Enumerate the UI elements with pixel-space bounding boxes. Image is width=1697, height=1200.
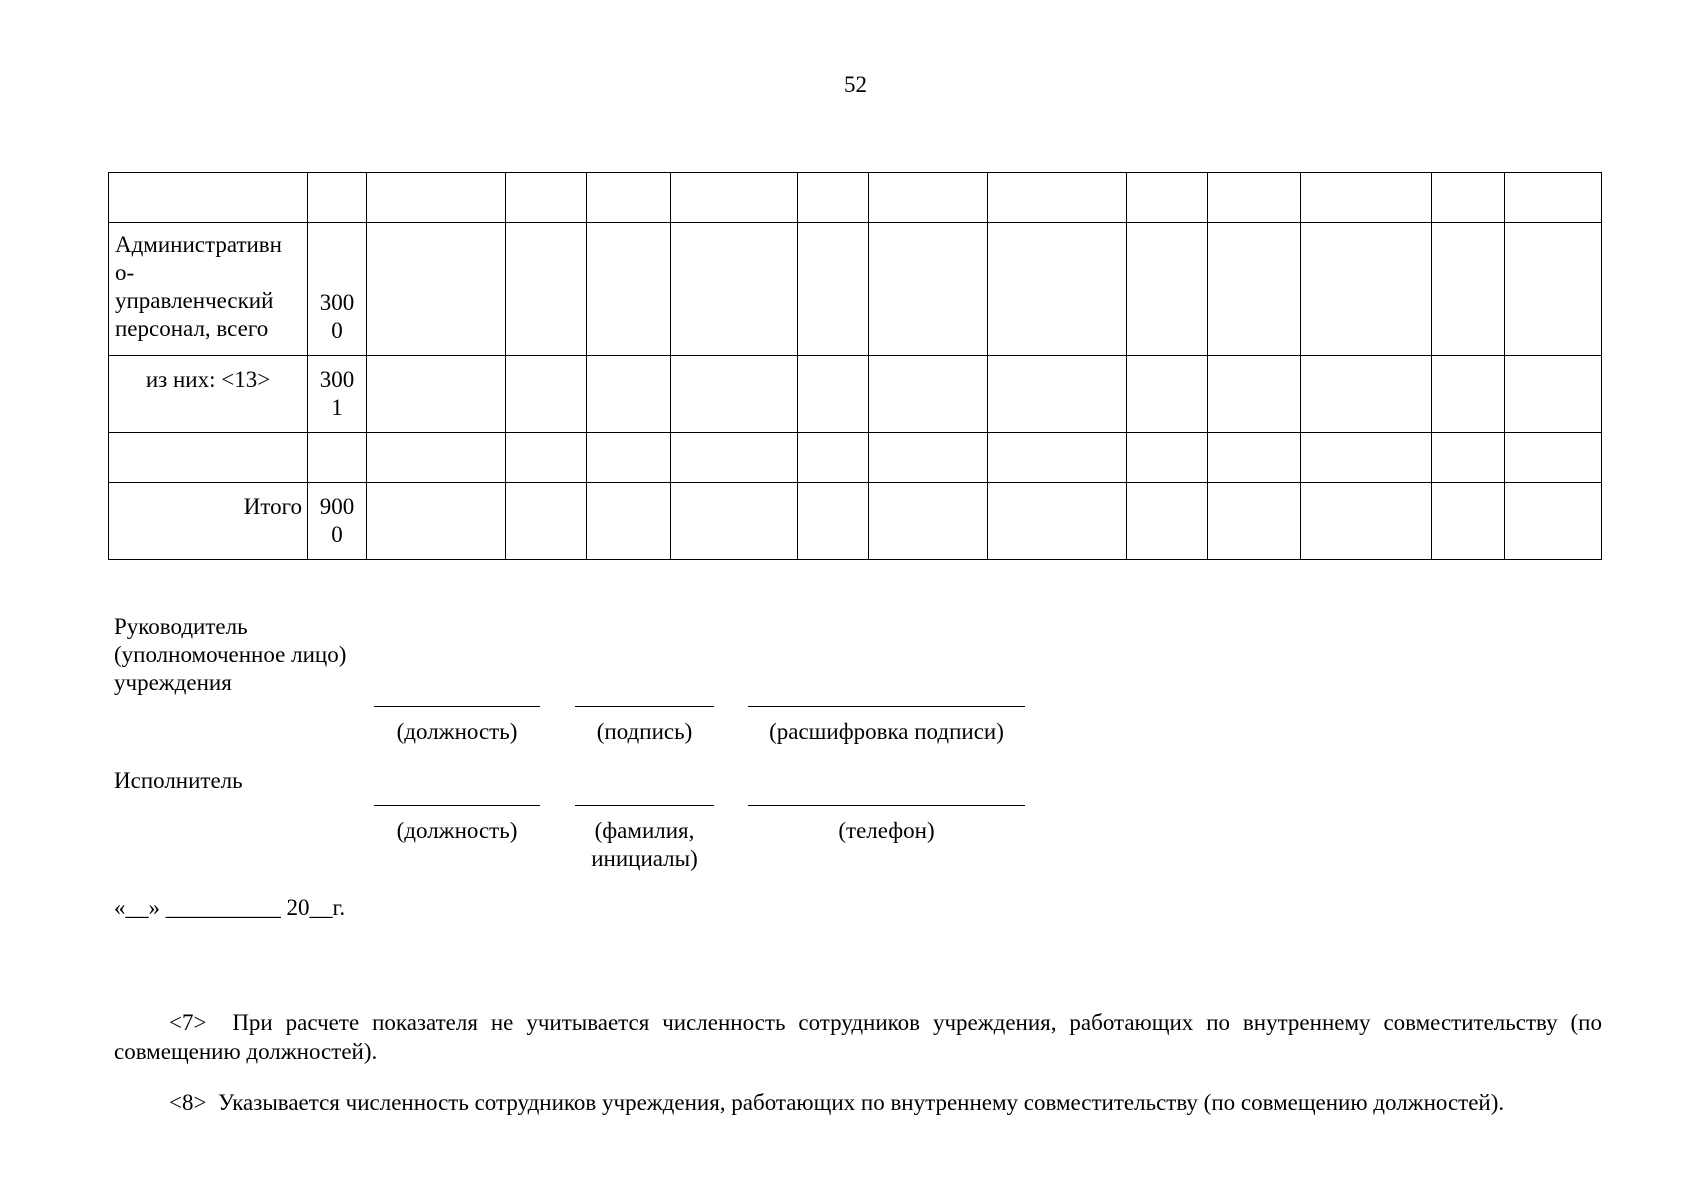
caption-executor-phone: (телефон) — [838, 818, 935, 843]
caption-executor-name: (фамилия, инициалы) — [591, 818, 698, 871]
footnote-marker: <7> — [169, 1010, 207, 1035]
report-table — [108, 172, 1602, 560]
table-cell-code — [308, 433, 367, 483]
table-row — [109, 356, 1602, 433]
footnote-7 — [114, 1008, 1602, 1066]
row-label-total: Итого — [109, 483, 308, 560]
executor-line-position — [374, 805, 540, 806]
table-cell-code — [308, 173, 367, 223]
executor-line-name — [575, 805, 714, 806]
executor-label: Исполнитель — [114, 768, 243, 793]
caption-position: (должность) — [396, 719, 518, 744]
row-code-3000: 300 0 — [308, 223, 367, 356]
signature-line-decoding — [748, 706, 1025, 707]
table-row — [109, 173, 1602, 223]
footnote-marker: <8> — [169, 1090, 207, 1115]
page-number: 52 — [844, 72, 867, 97]
table-cell-label — [109, 173, 308, 223]
table-row — [109, 483, 1602, 560]
date-line: «__» __________ 20__г. — [114, 895, 346, 920]
caption-executor-position: (должность) — [396, 818, 518, 843]
footnote-text: Указывается численность сотрудников учреждения, работающих по внутреннему совместительству (по совмещению должностей). — [217, 1090, 1505, 1115]
row-code-3001: 300 1 — [308, 356, 367, 433]
footnote-8 — [114, 1088, 1602, 1117]
table-row — [109, 433, 1602, 483]
caption-signature: (подпись) — [596, 719, 693, 744]
row-label-admin-staff: Административн о- управленческий персонал, всего — [109, 223, 308, 356]
table-cell-label — [109, 433, 308, 483]
row-label-of-them: из них: <13> — [109, 356, 308, 433]
signature-line-position — [374, 706, 540, 707]
table-row — [109, 223, 1602, 356]
executor-line-phone — [748, 805, 1025, 806]
row-code-9000: 900 0 — [308, 483, 367, 560]
head-label: Руководитель (уполномоченное лицо) учреждения — [114, 614, 347, 695]
caption-signature-decoding: (расшифровка подписи) — [769, 719, 1004, 744]
footnote-text: При расчете показателя не учитывается численность сотрудников учреждения, работающих по внутреннему совместительству (по совмещению должностей). — [114, 1010, 1602, 1064]
signature-line-signature — [575, 706, 714, 707]
